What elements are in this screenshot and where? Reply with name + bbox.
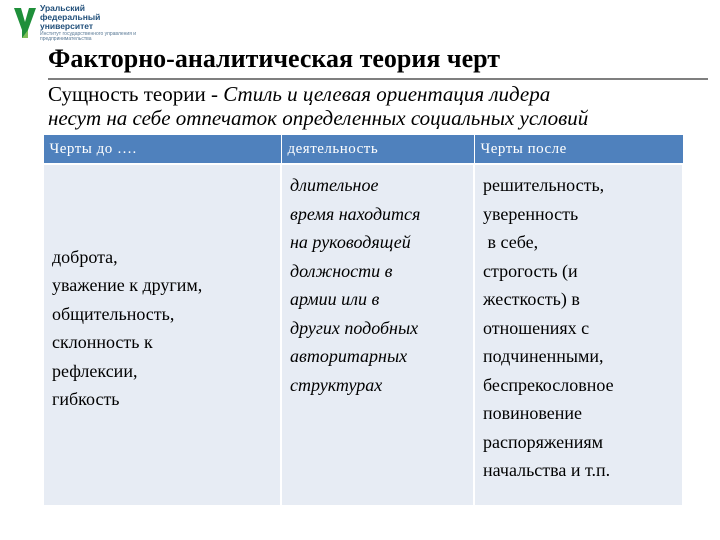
cell-line: уверенность bbox=[483, 203, 579, 224]
title-divider bbox=[48, 78, 708, 80]
university-logo bbox=[12, 4, 152, 44]
cell-line: отношениях с bbox=[483, 317, 590, 338]
header-traits-before: Черты до …. bbox=[43, 135, 281, 165]
cell-line: склонность к bbox=[52, 332, 153, 352]
cell-line: жесткость) в bbox=[483, 289, 580, 309]
cell-line: решительность, bbox=[483, 175, 605, 195]
cell-line: доброта, bbox=[52, 246, 118, 267]
cell-line: рефлексии, bbox=[52, 360, 138, 381]
cell-line: время находится bbox=[290, 203, 421, 224]
cell-line: подчиненными, bbox=[483, 346, 604, 366]
subtitle-italic-line-1: Стиль и целевая ориентация лидера bbox=[223, 82, 551, 106]
cell-line: должности в bbox=[290, 260, 393, 281]
logo-text bbox=[40, 4, 152, 42]
subtitle-prefix: Сущность теории - bbox=[48, 82, 224, 106]
cell-traits-after bbox=[474, 164, 683, 506]
cell-line: гибкость bbox=[52, 389, 120, 409]
table-row bbox=[43, 164, 683, 506]
cell-line: на руководящей bbox=[290, 232, 411, 252]
subtitle-italic-line-2: несут на себе отпечаток определенных социальных условий bbox=[48, 106, 589, 130]
cell-traits-before bbox=[43, 164, 281, 506]
table-header-row bbox=[43, 135, 683, 165]
slide-subtitle bbox=[48, 82, 708, 130]
cell-line: других подобных bbox=[290, 317, 419, 338]
cell-activity bbox=[281, 164, 474, 506]
logo-line-2: федеральный bbox=[40, 11, 101, 22]
cell-line: в себе, bbox=[483, 232, 539, 252]
cell-line: беспрекословное bbox=[483, 374, 614, 395]
traits-table bbox=[42, 134, 684, 507]
logo-u-icon bbox=[12, 6, 38, 40]
slide-title: Факторно-аналитическая теория черт bbox=[48, 44, 500, 73]
header-activity: деятельность bbox=[281, 135, 474, 165]
cell-line: распоряжениям bbox=[483, 431, 604, 452]
cell-line: начальства и т.п. bbox=[483, 460, 611, 480]
header-traits-after: Черты после bbox=[474, 135, 683, 165]
logo-line-3: университет bbox=[40, 20, 94, 31]
logo-line-4: Институт государственного управления и предпринимательства bbox=[40, 30, 137, 43]
cell-line: повиновение bbox=[483, 403, 583, 423]
cell-line: общительность, bbox=[52, 303, 175, 324]
cell-line: уважение к другим, bbox=[52, 275, 203, 295]
cell-line: структурах bbox=[290, 374, 383, 395]
logo-line-1: Уральский bbox=[40, 3, 85, 13]
cell-line: армии или в bbox=[290, 289, 380, 309]
cell-line: длительное bbox=[290, 175, 379, 195]
cell-line: авторитарных bbox=[290, 346, 408, 366]
cell-line: строгость (и bbox=[483, 260, 578, 281]
